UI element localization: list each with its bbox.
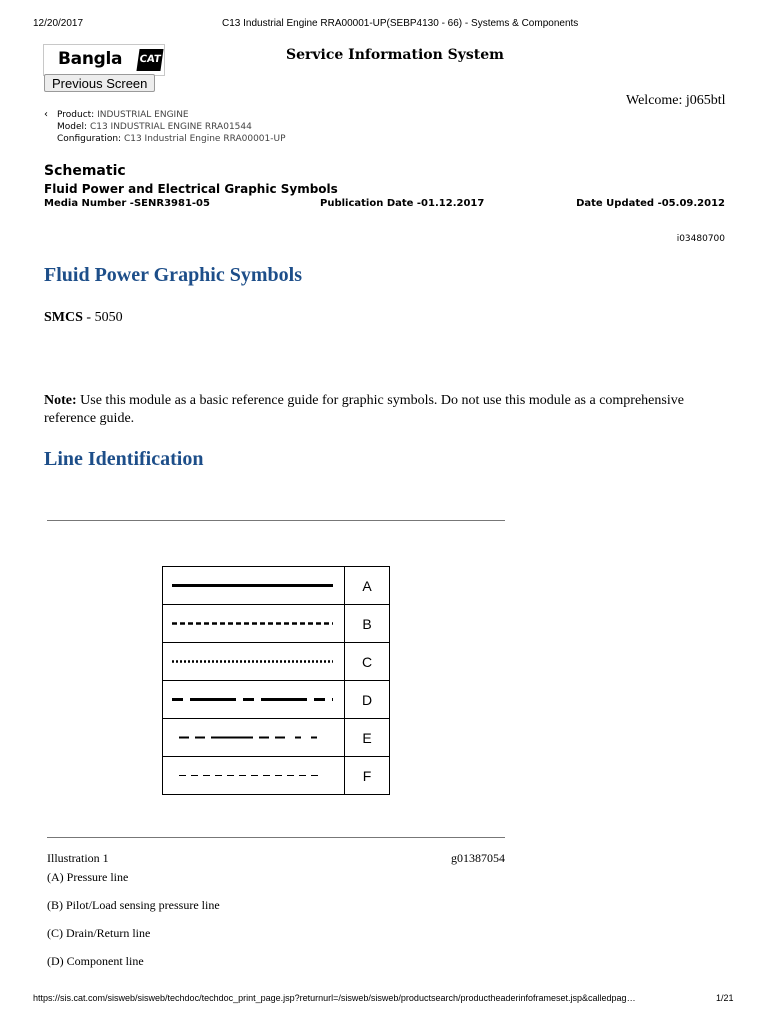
product-label: Product: xyxy=(57,110,95,120)
illustration-id: g01387054 xyxy=(451,851,505,865)
legend-item: (A) Pressure line xyxy=(47,870,129,884)
media-number: Media Number -SENR3981-05 xyxy=(44,198,210,209)
illustration-label: Illustration 1 xyxy=(47,851,109,865)
divider-bottom xyxy=(47,837,505,838)
line-sample-short-dash xyxy=(163,605,345,643)
line-letter: D xyxy=(345,681,390,719)
previous-screen-button[interactable]: Previous Screen xyxy=(44,74,155,92)
line-row xyxy=(163,681,390,719)
line-letter: F xyxy=(345,757,390,795)
legend-item: (D) Component line xyxy=(47,954,144,968)
publication-date: Publication Date -01.12.2017 xyxy=(320,198,485,209)
logo-text: Bangla xyxy=(58,49,123,69)
date-updated: Date Updated -05.09.2012 xyxy=(576,198,725,209)
model-label: Model: xyxy=(57,122,88,132)
product-info xyxy=(44,110,286,146)
divider-top xyxy=(47,520,505,521)
heading-line-identification: Line Identification xyxy=(44,448,204,470)
smcs-line xyxy=(44,309,123,327)
legend-item: (C) Drain/Return line xyxy=(47,926,151,940)
heading-fluid-power: Fluid Power Graphic Symbols xyxy=(44,264,302,286)
line-identification-illustration xyxy=(162,566,390,795)
product-value: INDUSTRIAL ENGINE xyxy=(97,110,189,120)
line-sample-long-short-dash xyxy=(163,681,345,719)
line-row xyxy=(163,605,390,643)
legend-item: (B) Pilot/Load sensing pressure line xyxy=(47,898,220,912)
smcs-label: SMCS xyxy=(44,310,83,325)
note-text: Use this module as a basic reference guide for graphic symbols. Do not use this module as a comprehensive reference guide. xyxy=(44,393,684,426)
line-sample-dotted xyxy=(163,643,345,681)
line-sample-thin-dash xyxy=(163,757,345,795)
welcome-text: Welcome: j065btl xyxy=(626,93,726,108)
document-id: i03480700 xyxy=(676,234,725,244)
bangla-cat-logo xyxy=(43,44,165,76)
collapse-chevron-icon[interactable]: ‹ xyxy=(44,109,48,120)
system-title: Service Information System xyxy=(286,47,504,63)
line-sample-solid xyxy=(163,567,345,605)
line-letter: E xyxy=(345,719,390,757)
line-sample-dash-long-dash xyxy=(163,719,345,757)
line-row xyxy=(163,719,390,757)
document-subtitle: Fluid Power and Electrical Graphic Symbols xyxy=(44,182,338,196)
line-row xyxy=(163,757,390,795)
smcs-value: - 5050 xyxy=(82,310,123,325)
note-paragraph xyxy=(44,392,684,428)
line-letter: B xyxy=(345,605,390,643)
document-type: Schematic xyxy=(44,163,126,179)
print-title: C13 Industrial Engine RRA00001-UP(SEBP4130 - 66) - Systems & Components xyxy=(222,18,579,29)
line-letter: A xyxy=(345,567,390,605)
configuration-label: Configuration: xyxy=(57,134,122,144)
line-letter: C xyxy=(345,643,390,681)
line-row xyxy=(163,643,390,681)
line-row xyxy=(163,567,390,605)
cat-logo-icon: CAT xyxy=(136,49,163,71)
footer-url[interactable]: https://sis.cat.com/sisweb/sisweb/techdoc/techdoc_print_page.jsp?returnurl=/sisweb/sisweb/productsearch/productheaderinfoframeset.jsp&calledpag… xyxy=(33,993,636,1003)
print-date: 12/20/2017 xyxy=(33,18,84,29)
model-value: C13 INDUSTRIAL ENGINE RRA01544 xyxy=(89,122,252,132)
note-label: Note: xyxy=(44,393,77,408)
configuration-value: C13 Industrial Engine RRA00001-UP xyxy=(123,134,286,144)
page-number: 1/21 xyxy=(716,993,734,1003)
